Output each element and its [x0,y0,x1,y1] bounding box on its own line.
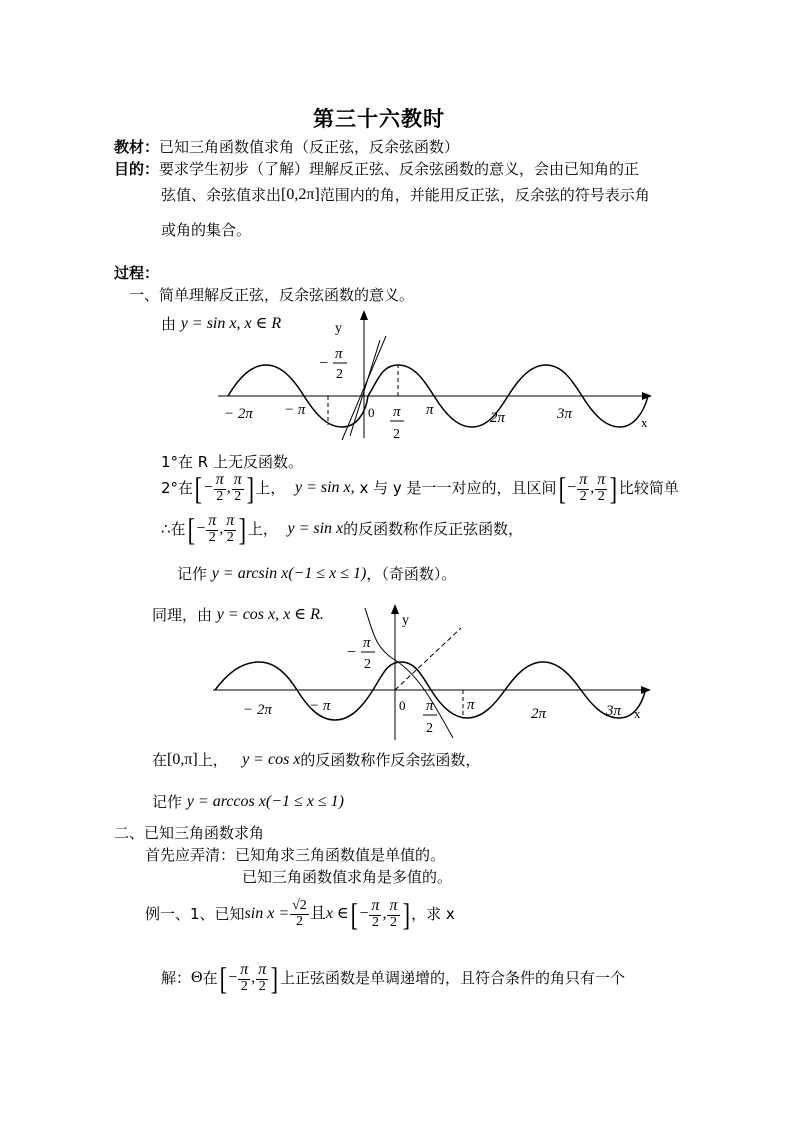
sine-label-pi2-den: 2 [393,427,400,442]
goal-line-1 [114,162,639,177]
from-sin-text: 由 [161,314,177,333]
note-2 [161,470,679,507]
therefore-line [161,511,524,548]
example-math-a: sin x = [244,905,290,923]
goal-text-1: 要求学生初步（了解）理解反正弦、反余弦函数的意义，会由已知角的正 [159,160,640,178]
cosine-graph [205,602,665,742]
sine-tangent-2 [350,340,380,436]
sine-y-tick-num: π [335,346,343,362]
cos-note-math: y = cos x [242,751,301,768]
arccos-curve [365,608,453,738]
therefore-b: 上， [247,519,278,538]
section1-heading: 一、简单理解反正弦，反余弦函数的意义。 [129,286,415,304]
record-b: ，（奇函数）。 [366,564,457,583]
solution-theta: Θ [191,969,203,987]
cos-record-a: 记作 [152,792,183,811]
cos-note-c: 的反函数称作反余弦函数， [300,750,481,769]
therefore-a: ∴在 [161,519,186,538]
first-line-b: 已知三角函数值求角是多值的。 [242,868,453,886]
cosine-label-neg2pi: − 2π [243,702,272,718]
note-2a: 2°在 [161,478,194,497]
example-a: 例一、1、已知 [145,904,245,923]
cos-note-a: 在 [152,750,168,769]
interval-neg-pi2-pi2-5: [ − $\frac{\pi}{2}$ , $\frac{\pi}{2}$ ] [219,960,279,997]
sine-label-3pi: 3π [557,406,573,422]
sine-y-tick-den: 2 [336,367,343,382]
cosine-y-label: y [402,613,409,628]
interval-neg-pi2-pi2-3: [ − $\frac{\pi}{2}$ , $\frac{\pi}{2}$ ] [187,511,247,548]
solution-line [161,960,625,997]
goal-interval: [0,2π] [281,186,320,203]
example-math-c: x ∈ [325,905,349,923]
interval-neg-pi2-pi2-2: [ − $\frac{\pi}{2}$ , $\frac{\pi}{2}$ ] [558,470,618,507]
cosine-label-pi2-den: 2 [426,721,433,736]
sine-label-negpi: − π [284,402,306,418]
example-math-b: 且 [309,905,326,923]
cosine-y-arrow [391,604,399,614]
cosine-diagonal [395,628,461,690]
similarly-math: y = cos x, x ∈ R. [216,606,324,623]
sine-y-label: y [335,321,342,336]
process-label: 过程： [114,264,160,282]
note-1: 1°在 R 上无反函数。 [161,453,304,471]
cos-record-math: y = arccos x(−1 ≤ x ≤ 1) [186,793,344,810]
cosine-x-label: x [634,706,641,721]
goal-line-3: 或角的集合。 [161,221,252,239]
cosine-label-negpi: − π [309,698,331,714]
solution-b: 在 [202,968,218,987]
therefore-c: 的反函数称作反正弦函数， [343,519,524,538]
sine-y-arrow [360,310,368,320]
example-sqrt-frac: $\frac{√2}{2}$ [292,898,307,929]
cos-note-line [152,752,480,768]
section2-heading: 二、已知三角函数求角 [114,824,265,842]
cosine-label-zero: 0 [399,698,406,713]
goal-text-2a: 弦值、余弦值求出 [161,185,282,204]
goal-label: 目的： [114,160,160,178]
sine-x-label: x [641,415,648,430]
sine-y-tick-minus: − [319,355,329,372]
interval-neg-pi2-pi2-4: [ − $\frac{\pi}{2}$ , $\frac{\pi}{2}$ ] [350,896,410,933]
example-line [145,896,455,933]
sine-label-neg2pi: − 2π [224,406,253,422]
cos-note-interval: [0,π] [167,751,198,768]
sine-graph [200,310,660,450]
cos-note-b: 上， [197,750,228,769]
note-2-math: y = sin x, [294,479,355,497]
cosine-x-arrow [641,686,651,694]
sine-label-pi2-num: π [393,404,401,420]
cosine-label-2pi: 2π [531,706,547,722]
cosine-label-3pi: 3π [606,703,622,719]
sine-label-pi: π [426,402,434,418]
cosine-y-tick-minus: − [347,644,357,661]
goal-text-2b: 范围内的角，并能用反正弦，反余弦的符号表示角 [319,185,650,204]
from-sin-math: y = sin x, x ∈ R [180,315,282,332]
page-title: 第三十六教时 [313,106,445,131]
cosine-label-pi: π [467,697,475,713]
similarly-a: 同理，由 [152,605,213,624]
record-math: y = arcsin x(−1 ≤ x ≤ 1) [211,565,367,582]
note-2d: 比较简单 [618,478,679,497]
note-2c: x 与 y 是一一对应的，且区间 [359,478,557,497]
cosine-y-tick-den: 2 [364,657,371,672]
cos-record-line [152,794,344,810]
cosine-label-pi2-num: π [426,698,434,714]
material-label: 教材： [114,138,160,156]
example-b: ，求 x [411,904,455,923]
record-a: 记作 [177,564,208,583]
cosine-y-tick-num: π [363,635,371,651]
interval-neg-pi2-pi2: [ − $\frac{\pi}{2}$ , $\frac{\pi}{2}$ ] [194,470,254,507]
sine-label-2pi: 2π [490,410,506,426]
sine-label-zero: 0 [368,405,375,420]
goal-line-2 [161,187,650,203]
first-line-a: 首先应弄清：已知角求三角函数值是单值的。 [145,846,446,864]
material-line [114,140,459,155]
solution-c: 上正弦函数是单调递增的，且符合条件的角只有一个 [279,968,625,987]
therefore-math: y = sin x [287,520,344,538]
record-line [177,566,456,582]
material-text: 已知三角函数值求角（反正弦，反余弦函数） [159,138,460,156]
note-2b: 上， [255,478,286,497]
solution-a: 解： [161,968,192,987]
